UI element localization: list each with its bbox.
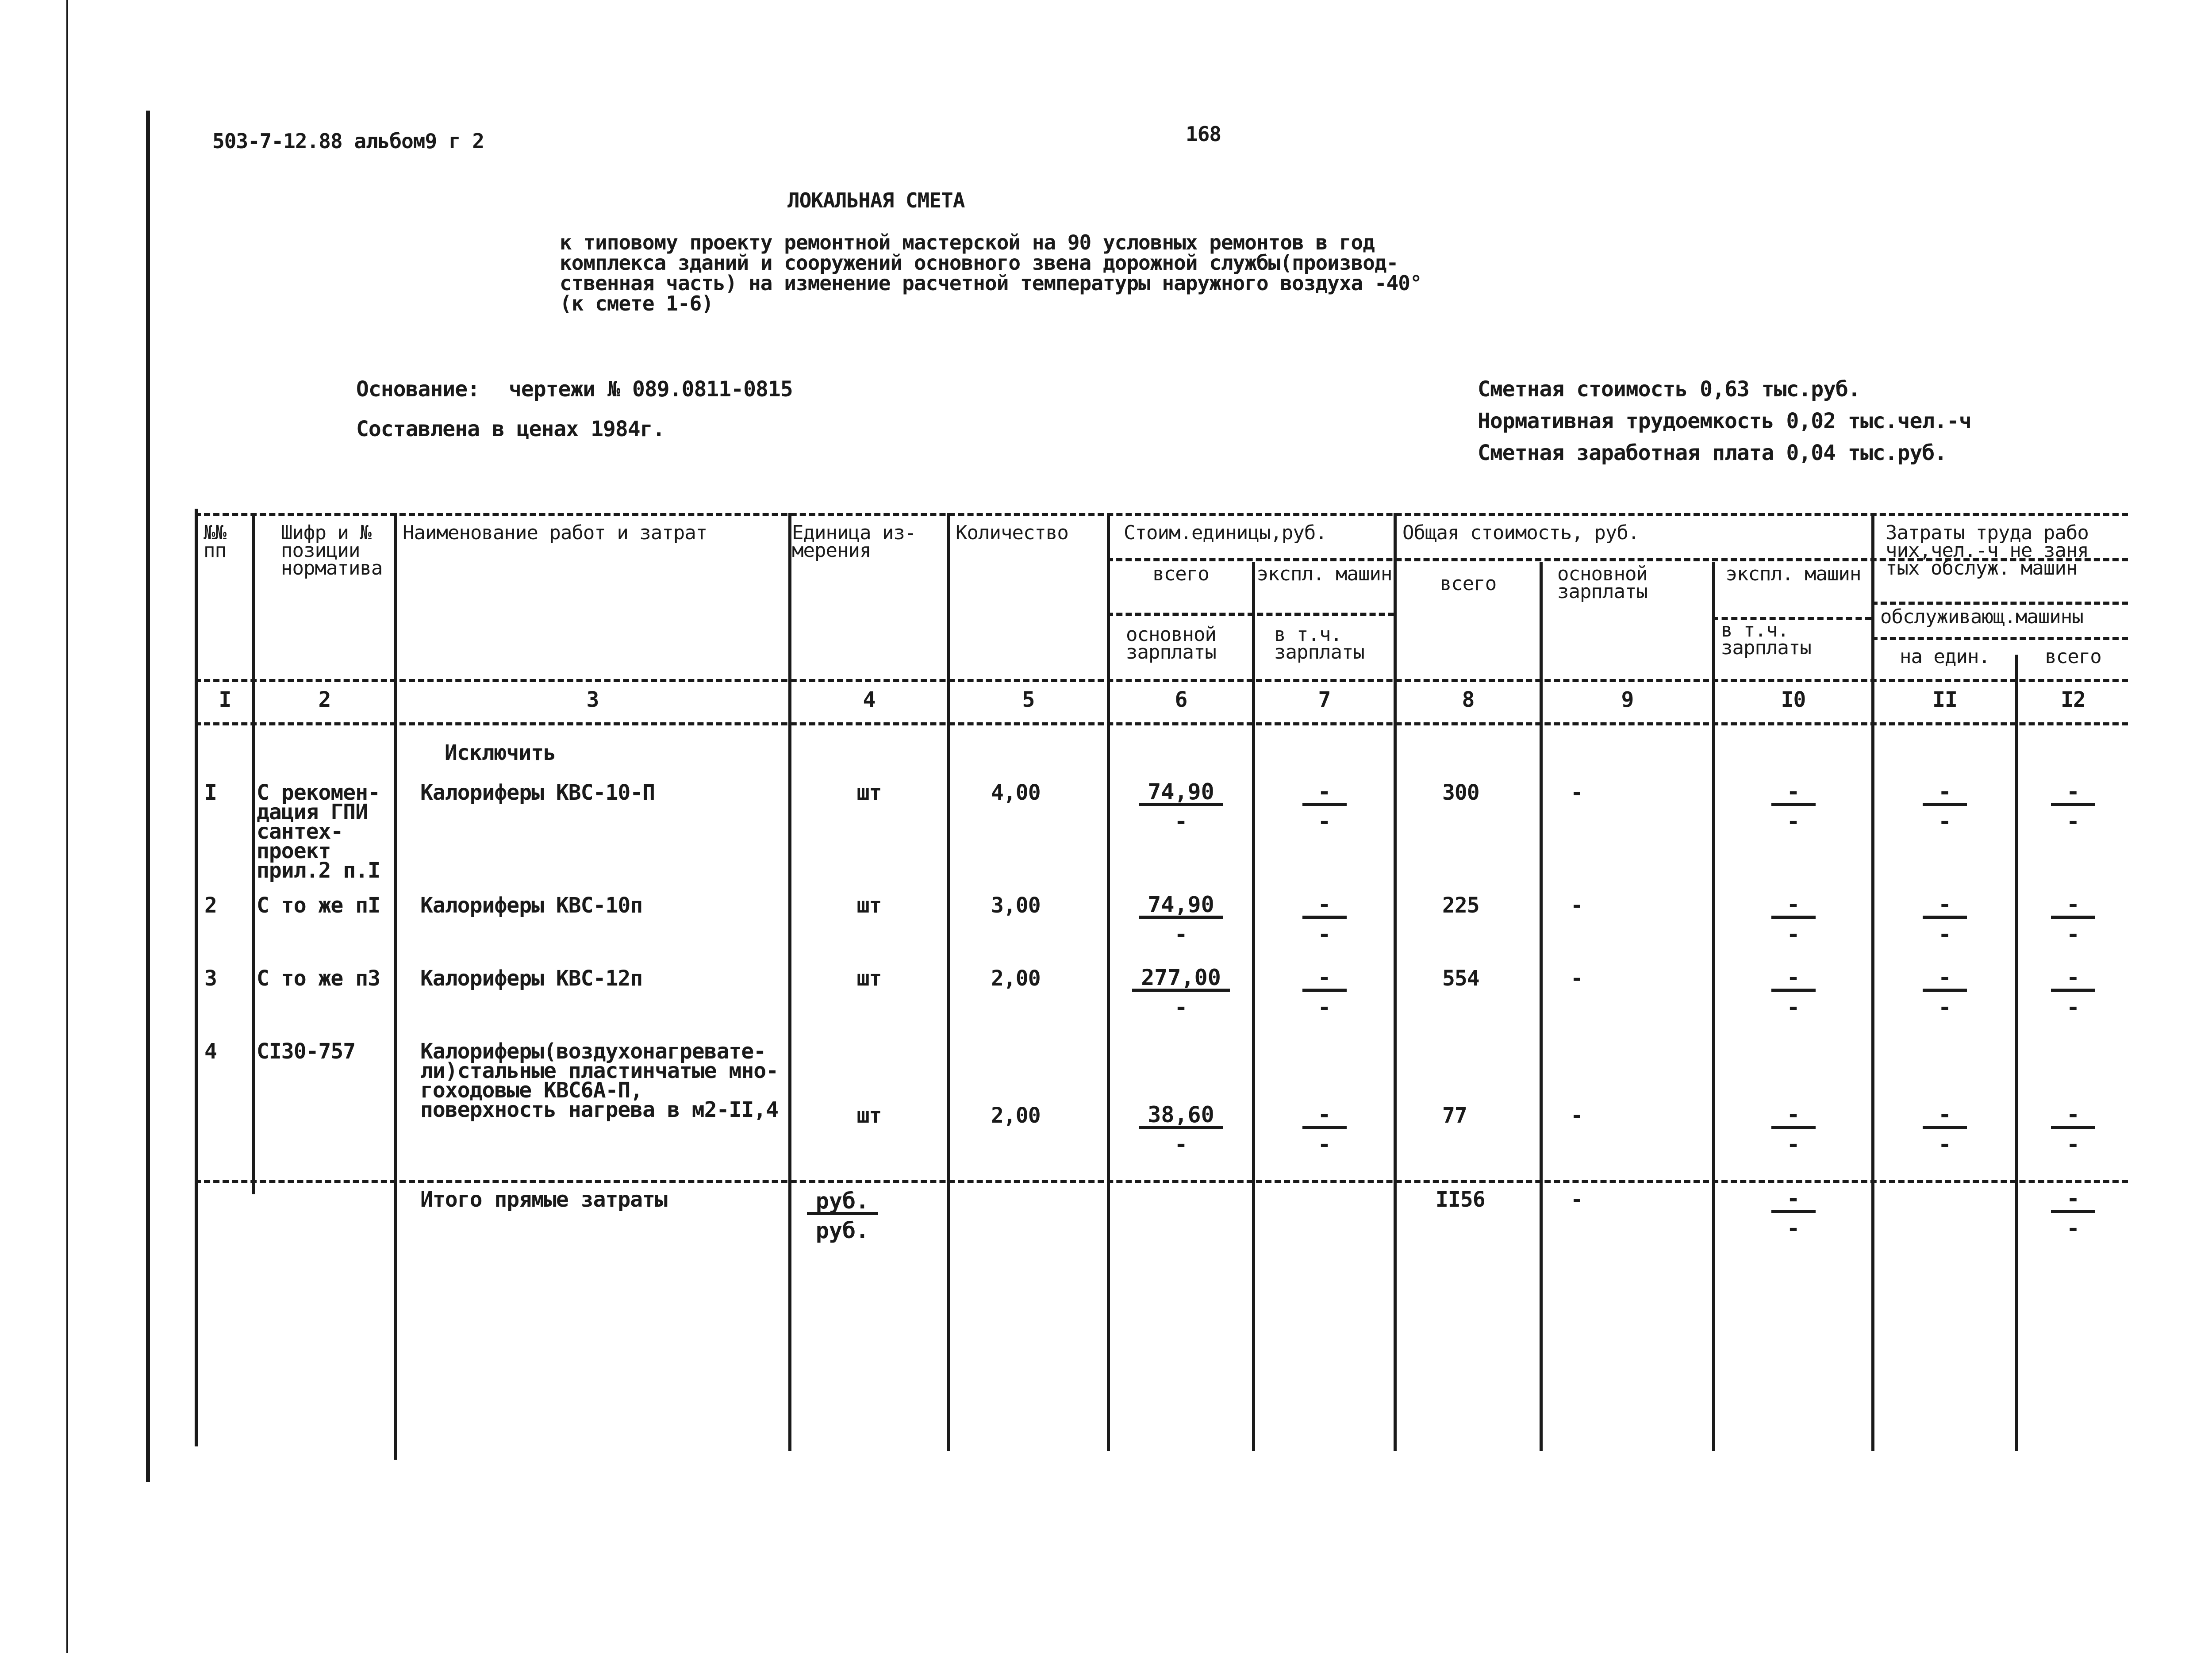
row-base-salary: -: [1174, 994, 1188, 1020]
col-number-11: II: [1932, 687, 1957, 712]
col-line-7: [1394, 513, 1397, 1451]
col-line-0: [195, 509, 198, 1446]
row-unit: шт: [856, 1103, 882, 1128]
col-header-number: №№ пп: [204, 522, 226, 562]
row-total-machines-salary: -: [1786, 921, 1800, 947]
row-machines: [1255, 1104, 1394, 1155]
row-code: СI30-757: [257, 1039, 356, 1064]
subtitle-line-2: комплекса зданий и сооружений основного звена дорожной службы(производ-: [560, 251, 1398, 275]
total-unit-top: руб.: [807, 1190, 878, 1215]
row-labor-total: [2018, 894, 2128, 945]
total-machines-salary: -: [1786, 1216, 1800, 1241]
row-labor-total-value: -: [2051, 894, 2095, 919]
row-unit-cost: [1110, 781, 1252, 832]
row-base-salary: -: [1174, 921, 1188, 947]
colnum-bottom-rule: [195, 722, 2128, 725]
row-machines-value: -: [1302, 781, 1347, 806]
col-header-12: всего: [2045, 645, 2101, 668]
row-labor-unit-machines: -: [1938, 1131, 1952, 1157]
row-labor-unit-value: -: [1923, 1104, 1967, 1129]
estimated-cost: Сметная стоимость 0,63 тыс.руб.: [1478, 377, 1860, 402]
col-header-labor-sub: обслуживающ.машины: [1880, 606, 2083, 628]
col-header-10-top: экспл. машин: [1725, 563, 1861, 585]
total-labor-value: -: [2051, 1188, 2095, 1213]
row-unit: шт: [856, 780, 882, 805]
row-labor-total-machines: -: [2066, 921, 2080, 947]
col-header-6-top: всего: [1152, 563, 1209, 585]
row-number: I: [204, 780, 217, 805]
row-total-salary: -: [1571, 1103, 1583, 1128]
col-line-2: [394, 513, 397, 1460]
row-total: 300: [1442, 780, 1479, 805]
col-number-7: 7: [1318, 687, 1331, 712]
header-unitcost-mid-rule: [1107, 613, 1394, 616]
row-base-salary: -: [1174, 809, 1188, 834]
row-unit: шт: [856, 966, 882, 991]
row-name: Калориферы КВС-10-П: [420, 780, 655, 805]
col-header-7-bottom: в т.ч. зарплаты: [1274, 623, 1364, 664]
col-header-6-bottom: основной зарплаты: [1126, 623, 1216, 664]
section-title: Исключить: [445, 740, 556, 765]
row-machines-salary: -: [1317, 994, 1331, 1020]
row-machines-salary: -: [1317, 921, 1331, 947]
col-header-unit-cost: Стоим.единицы,руб.: [1124, 522, 1327, 544]
col-number-8: 8: [1462, 687, 1475, 712]
col-header-9: основной зарплаты: [1557, 563, 1647, 603]
row-labor-total: [2018, 966, 2128, 1018]
document-title: ЛОКАЛЬНАЯ СМЕТА: [787, 188, 965, 212]
col-line-3: [788, 513, 791, 1451]
row-total-machines-salary: -: [1786, 809, 1800, 834]
header-bottom-rule: [195, 679, 2128, 682]
total-salary: -: [1571, 1187, 1583, 1212]
row-unit-cost-value: 74,90: [1139, 894, 1223, 919]
row-labor-unit: [1874, 894, 2015, 945]
total-label: Итого прямые затраты: [420, 1187, 667, 1212]
col-header-10-bottom: в т.ч. зарплаты: [1721, 619, 1811, 659]
row-unit-cost-value: 38,60: [1139, 1104, 1223, 1129]
total-machines: [1715, 1188, 1871, 1239]
row-total-machines-salary: -: [1786, 994, 1800, 1020]
normative-labor: Нормативная трудоемкость 0,02 тыс.чел.-ч: [1478, 409, 1971, 433]
row-total-machines-value: -: [1771, 894, 1816, 919]
row-total-machines: [1715, 781, 1871, 832]
col-line-6: [1252, 562, 1255, 1451]
row-quantity: 3,00: [991, 893, 1041, 918]
row-total-machines-value: -: [1771, 966, 1816, 992]
row-machines: [1255, 781, 1394, 832]
left-margin-line: [66, 0, 68, 1653]
col-number-10: I0: [1781, 687, 1806, 712]
row-total-machines: [1715, 966, 1871, 1018]
col-header-unit: Единица из- мерения: [792, 522, 916, 562]
row-total-machines-value: -: [1771, 781, 1816, 806]
row-unit-cost-value: 277,00: [1132, 966, 1230, 992]
row-unit-cost: [1110, 966, 1252, 1018]
row-labor-unit: [1874, 966, 2015, 1018]
col-header-code: Шифр и № позиции норматива: [281, 522, 383, 579]
col-header-8: всего: [1440, 572, 1497, 595]
row-total-salary: -: [1571, 966, 1583, 991]
row-labor-total-machines: -: [2066, 994, 2080, 1020]
total-labor-machines: -: [2066, 1216, 2080, 1241]
row-code: С то же пI: [257, 893, 380, 918]
col-header-11: на един.: [1900, 645, 1990, 668]
total-unit: [791, 1190, 893, 1242]
row-total-machines-value: -: [1771, 1104, 1816, 1129]
row-total: 225: [1442, 893, 1479, 918]
total-machines-value: -: [1771, 1188, 1816, 1213]
row-name: Калориферы КВС-12п: [420, 966, 643, 991]
row-labor-unit-machines: -: [1938, 809, 1952, 834]
col-number-6: 6: [1175, 687, 1187, 712]
row-code: С то же п3: [257, 966, 380, 991]
row-labor-total-value: -: [2051, 781, 2095, 806]
row-code: С рекомен- дация ГПИ сантех- проект прил.2 п.I: [257, 780, 380, 883]
col-header-labor: Затраты труда рабо чих,чел.-ч не заня тых обслуж. машин: [1886, 522, 2089, 579]
row-labor-total-value: -: [2051, 966, 2095, 992]
total-top-rule: [195, 1180, 2128, 1183]
page-number: 168: [1186, 122, 1221, 146]
subtitle-line-3: ственная часть) на изменение расчетной температуры наружного воздуха -40°: [560, 271, 1422, 295]
row-labor-total-value: -: [2051, 1104, 2095, 1129]
row-total-machines: [1715, 1104, 1871, 1155]
col-header-total-cost: Общая стоимость, руб.: [1402, 522, 1640, 544]
row-machines-salary: -: [1317, 809, 1331, 834]
row-labor-unit: [1874, 1104, 2015, 1155]
compiled-prices: Составлена в ценах 1984г.: [356, 417, 665, 441]
subtitle-line-4: (к смете 1-6): [560, 291, 714, 315]
row-number: 3: [204, 966, 217, 991]
col-line-10: [1871, 513, 1874, 1451]
row-machines-salary: -: [1317, 1131, 1331, 1157]
row-total-salary: -: [1571, 780, 1583, 805]
row-unit-cost: [1110, 894, 1252, 945]
estimated-salary: Сметная заработная плата 0,04 тыс.руб.: [1478, 441, 1947, 465]
row-labor-unit-value: -: [1923, 781, 1967, 806]
col-line-11: [2015, 655, 2018, 1451]
row-labor-unit-machines: -: [1938, 921, 1952, 947]
col-header-7-top: экспл. машин: [1256, 563, 1392, 585]
row-labor-total: [2018, 781, 2128, 832]
row-quantity: 2,00: [991, 966, 1041, 991]
total-unit-bottom: руб.: [815, 1218, 869, 1243]
col-number-1: I: [219, 687, 231, 712]
col-number-3: 3: [586, 687, 599, 712]
col-line-1: [252, 513, 255, 1194]
row-unit-cost: [1110, 1104, 1252, 1155]
row-total-machines-salary: -: [1786, 1131, 1800, 1157]
row-number: 2: [204, 893, 217, 918]
row-labor-unit-machines: -: [1938, 994, 1952, 1020]
row-unit: шт: [856, 893, 882, 918]
row-labor-total-machines: -: [2066, 809, 2080, 834]
row-name: Калориферы КВС-10п: [420, 893, 643, 918]
basis-value: чертежи № 089.0811-0815: [509, 377, 793, 402]
header-labor-rule-1: [1871, 602, 2128, 605]
header-labor-rule-2: [1871, 637, 2128, 640]
col-header-qty: Количество: [956, 522, 1068, 544]
row-machines: [1255, 894, 1394, 945]
row-machines-value: -: [1302, 894, 1347, 919]
total-labor: [2018, 1188, 2128, 1239]
document-code: 503-7-12.88 альбом9 г 2: [212, 129, 484, 153]
row-total: 554: [1442, 966, 1479, 991]
col-line-5: [1107, 513, 1110, 1451]
header-top-rule: [195, 513, 2128, 516]
row-labor-unit-value: -: [1923, 894, 1967, 919]
row-machines-value: -: [1302, 966, 1347, 992]
row-labor-total-machines: -: [2066, 1131, 2080, 1157]
col-number-9: 9: [1621, 687, 1634, 712]
row-labor-total: [2018, 1104, 2128, 1155]
col-number-12: I2: [2061, 687, 2085, 712]
row-labor-unit: [1874, 781, 2015, 832]
row-unit-cost-value: 74,90: [1139, 781, 1223, 806]
row-base-salary: -: [1174, 1131, 1188, 1157]
row-total: 77: [1442, 1103, 1467, 1128]
row-total-machines: [1715, 894, 1871, 945]
col-header-name: Наименование работ и затрат: [403, 522, 707, 544]
row-machines: [1255, 966, 1394, 1018]
row-machines-value: -: [1302, 1104, 1347, 1129]
row-quantity: 4,00: [991, 780, 1041, 805]
col-number-5: 5: [1022, 687, 1035, 712]
basis-label: Основание:: [356, 377, 480, 402]
total-value: II56: [1436, 1187, 1485, 1212]
col-number-4: 4: [863, 687, 876, 712]
binding-line: [146, 111, 150, 1482]
row-number: 4: [204, 1039, 217, 1064]
row-labor-unit-value: -: [1923, 966, 1967, 992]
row-quantity: 2,00: [991, 1103, 1041, 1128]
col-number-2: 2: [318, 687, 331, 712]
col-line-9: [1712, 562, 1715, 1451]
col-line-8: [1540, 562, 1543, 1451]
row-name: Калориферы(воздухонагревате- ли)стальные пластинчатые мно- гоходовые КВС6А-П, поверхность нагрева в м2-II,4: [420, 1039, 779, 1122]
subtitle-line-1: к типовому проекту ремонтной мастерской на 90 условных ремонтов в год: [560, 230, 1375, 254]
col-line-4: [947, 513, 950, 1451]
row-total-salary: -: [1571, 893, 1583, 918]
